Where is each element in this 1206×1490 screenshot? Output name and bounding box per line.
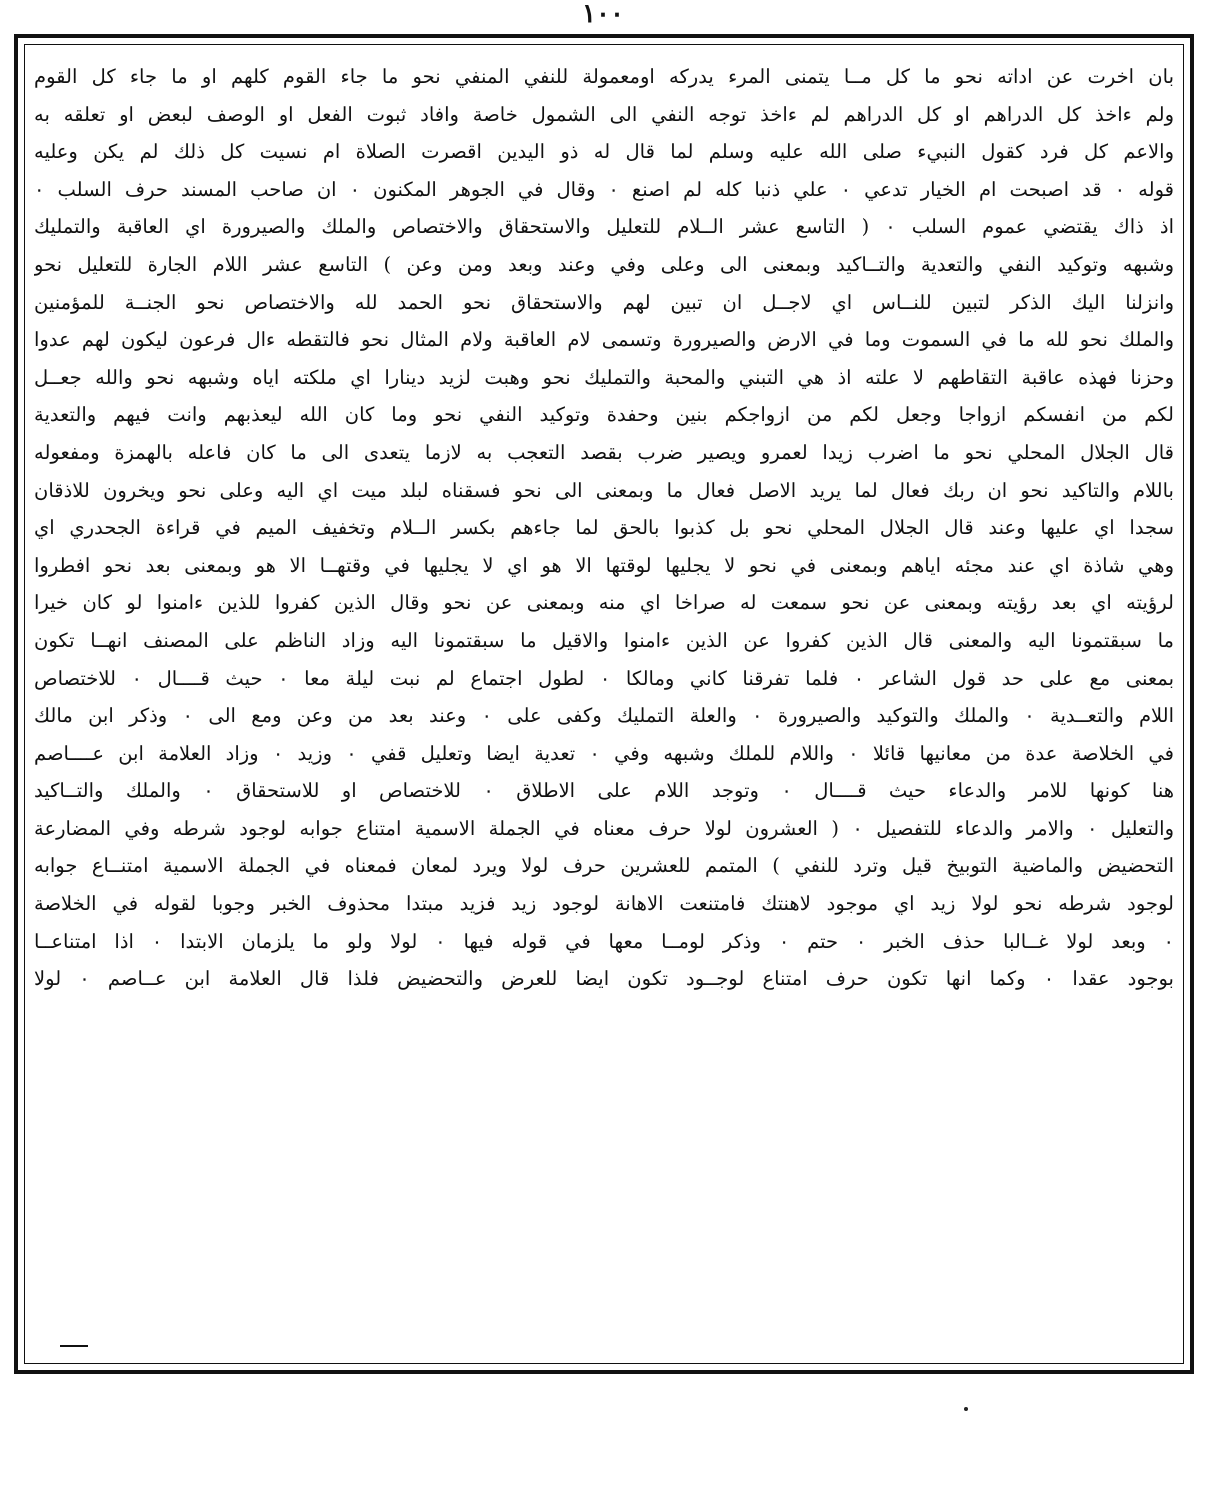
text-line-13: سجدا اي عليها وعند قال الجلال المحلي نحو بل كذبوا بالحق لما جاءهم بكسر الــلام وتخفيف الميم في قراءة الجحدري اي bbox=[34, 516, 1174, 540]
text-line-18: اللام والتعــدية ٠ والملك والتوكيد والصيرورة ٠ والعلة التمليك وكفى على ٠ وعند بعد من وعن ومع الى ٠ وذكر ابن مالك bbox=[34, 704, 1174, 728]
text-line-16: ما سبقتمونا اليه والمعنى قال الذين كفروا عن الذين ءامنوا والاقيل ما سبقتمونا اليه وزاد الناظم على المصنف انهــا تكون bbox=[34, 628, 1174, 652]
text-line-20: هنا كونها للامر والدعاء حيث قــــال ٠ وتوجد اللام على الاطلاق ٠ للاختصاص او للاستحقاق ٠ والملك والتــاكيد bbox=[34, 779, 1174, 803]
text-line-2: ولم ءاخذ كل الدراهم او كل الدراهم لم ءاخذ توجه النفي الى الشمول خاصة وافاد ثبوت الفعل او الوصف لبعض او تعلقه به bbox=[34, 102, 1174, 126]
text-line-19: في الخلاصة عدة من معانيها قائلا ٠ واللام للملك وشبهه وفي ٠ تعدية ايضا وتعليل قفي ٠ وزيد ٠ وزاد العلامة ابن عــــاصم bbox=[34, 741, 1174, 765]
text-line-22: التحضيض والماضية التوبيخ قيل وترد للنفي ) المتمم للعشرين حرف لولا ويرد لمعان فمعناه في الجملة الاسمية امتنــاع جوابه bbox=[34, 854, 1174, 878]
text-line-9: وحزنا فهذه عاقبة التقاطهم لا علته اذ هي التبني والمحبة والتمليك نحو وهبت لزيد دينارا اي ملكته اياه وشبهه نحو والله جعــل bbox=[34, 365, 1174, 389]
text-line-23: لوجود شرطه نحو لولا زيد اي موجود لاهنتك فامتنعت الاهانة لوجود زيد فزيد مبتدا محذوف الخبر وجوبا لقوله في الخلاصة bbox=[34, 892, 1174, 916]
text-line-17: بمعنى مع على حد قول الشاعر ٠ فلما تفرقنا كاني ومالكا ٠ لطول اجتماع لم نبت ليلة معا ٠ حيث قــــال ٠ للاختصاص bbox=[34, 666, 1174, 690]
text-line-1: بان اخرت عن اداته نحو ما كل مــا يتمنى المرء يدركه اومعمولة للنفي المنفي نحو ما جاء القوم كلهم او ما جاء كل القوم bbox=[34, 65, 1174, 88]
text-line-3: والاعم كل فرد كقول النبيء صلى الله عليه وسلم لما قال له ذو اليدين اقصرت الصلاة ام نسيت كل ذلك لم يكن وعليه bbox=[34, 140, 1174, 164]
text-line-6: وشبهه وتوكيد النفي والتعدية والتــاكيد وبمعنى الى وعلى وفي وعند وبعد ومن وعن ) التاسع عشر اللام الجارة للتعليل نحو bbox=[34, 252, 1174, 276]
text-line-4: قوله ٠ قد اصبحت ام الخيار تدعي ٠ علي ذنبا كله لم اصنع ٠ وقال في الجوهر المكنون ٠ ان صاحب المسند حرف السلب ٠ bbox=[34, 177, 1174, 201]
text-line-24: ٠ وبعد لولا غــالبا حذف الخبر ٠ حتم ٠ وذكر لومــا معها في قوله فيها ٠ لولا ولو ما يلزمان الابتدا ٠ اذا امتناعــا bbox=[34, 929, 1174, 953]
text-line-12: باللام والتاكيد نحو ان ربك فعال لما يريد الاصل فعال ما وبمعنى الى نحو فسقناه لبلد ميت اي اليه وعلى نحو ويخرون للاذقان bbox=[34, 478, 1174, 502]
catchword-underline bbox=[60, 1345, 88, 1347]
text-line-10: لكم من انفسكم ازواجا وجعل لكم من ازواجكم بنين وحفدة وتوكيد النفي نحو وما كان الله ليعذبهم وانت فيهم والتعدية bbox=[34, 403, 1174, 427]
text-line-14: وهي شاذة اي عند مجئه اياهم وبمعنى في نحو لا يجليها لوقتها الا هو اي لا يجليها في وقتهــا الا هو وبمعنى بعد نحو افطروا bbox=[34, 553, 1174, 577]
text-line-11: قال الجلال المحلي نحو ما اضرب زيدا لعمرو ويصير ضرب بقصد التعجب به لازما يتعدى الى ما كان فاعله بالهمزة ومفعوله bbox=[34, 440, 1174, 464]
text-line-8: والملك نحو لله ما في السموت وما في الارض والصيرورة وتسمى لام العاقبة ولام المثال نحو فالتقطه ءال فرعون ليكون لهم عدوا bbox=[34, 328, 1174, 352]
text-line-25: بوجود عقدا ٠ وكما انها تكون حرف امتناع لوجــود تكون ايضا للعرض والتحضيض فلذا قال العلامة ابن عــاصم ٠ لولا bbox=[34, 967, 1174, 991]
text-line-15: لرؤيته اي بعد رؤيته وبمعنى عن نحو سمعت له صراخا اي منه وبمعنى عن نحو وقال الذين كفروا للذين ءامنوا لو كان خيرا bbox=[34, 591, 1174, 615]
body-text bbox=[34, 58, 1174, 1358]
text-line-21: والتعليل ٠ والامر والدعاء للتفصيل ٠ ( العشرون لولا حرف معناه في الجملة الاسمية امتناع جوابه لوجود شرطه وفي المضارعة bbox=[34, 816, 1174, 840]
page-number: ١٠٠ bbox=[582, 0, 624, 29]
text-line-7: وانزلنا اليك الذكر لتبين للنــاس اي لاجــل ان تبين لهم والاستحقاق نحو الحمد لله والاختصاص نحو الجنــة للمؤمنين bbox=[34, 290, 1174, 314]
text-line-5: اذ ذاك يقتضي عموم السلب ٠ ( التاسع عشر الــلام للتعليل والاستحقاق والاختصاص والملك والصيرورة اي العاقبة والتمليك bbox=[34, 215, 1174, 239]
stray-dot-mark bbox=[964, 1407, 968, 1411]
